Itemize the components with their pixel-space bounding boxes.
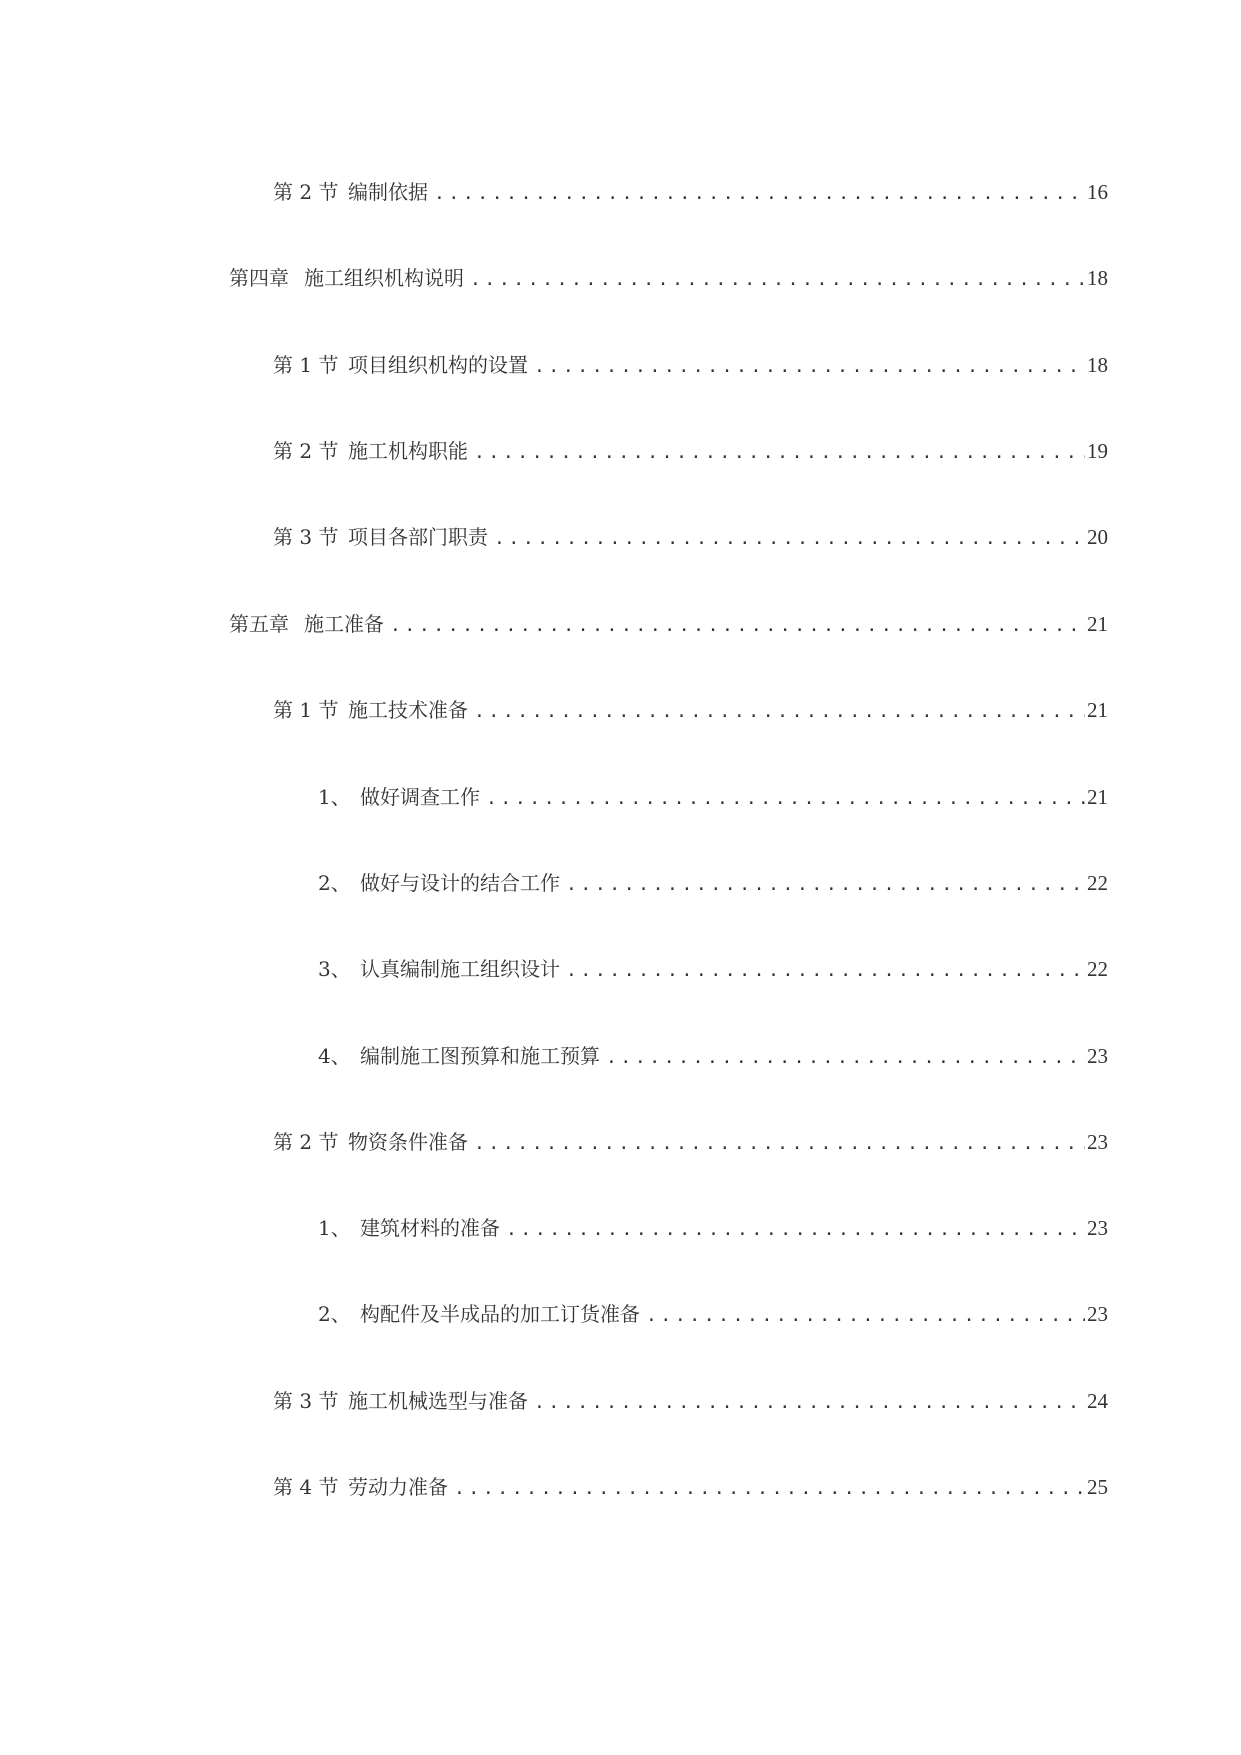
toc-entry-title: 施工机构职能	[348, 439, 468, 463]
toc-entry-number: 2、	[318, 871, 351, 895]
toc-entry-number: 2、	[318, 1302, 351, 1326]
dot-leader	[390, 606, 1085, 646]
toc-entry-title: 施工组织机构说明	[304, 266, 464, 290]
toc-entry-number: 第五章	[229, 612, 289, 636]
dot-leader	[606, 1038, 1085, 1078]
toc-entry-section-2-basis[interactable]	[273, 172, 1108, 212]
dot-leader	[566, 951, 1085, 991]
toc-entry-title: 做好与设计的结合工作	[360, 871, 560, 895]
dot-leader	[534, 347, 1085, 387]
toc-entry-title: 施工技术准备	[348, 698, 468, 722]
dot-leader	[470, 260, 1085, 300]
toc-entry-title: 物资条件准备	[348, 1130, 468, 1154]
toc-entry-chapter-4[interactable]	[229, 258, 1108, 298]
toc-entry-title: 做好调查工作	[360, 785, 480, 809]
toc-entry-number: 3、	[318, 957, 351, 981]
toc-entry-number: 第 1 节	[273, 353, 339, 377]
toc-entry-number: 第 3 节	[273, 1389, 339, 1413]
toc-entry-page: 16	[1087, 180, 1108, 204]
toc-entry-page: 23	[1087, 1130, 1108, 1154]
toc-entry-item-2-design[interactable]	[318, 863, 1108, 903]
toc-entry-section-3-duties[interactable]	[273, 517, 1108, 557]
toc-entry-number: 1、	[318, 1216, 351, 1240]
toc-entry-title: 构配件及半成品的加工订货准备	[360, 1302, 640, 1326]
toc-entry-page: 21	[1087, 785, 1108, 809]
toc-entry-section-1-tech-prep[interactable]	[273, 690, 1108, 730]
toc-entry-title: 编制施工图预算和施工预算	[360, 1044, 600, 1068]
toc-entry-page: 23	[1087, 1216, 1108, 1240]
dot-leader	[454, 1469, 1085, 1509]
toc-entry-page: 25	[1087, 1475, 1108, 1499]
toc-entry-chapter-5[interactable]	[229, 604, 1108, 644]
dot-leader	[646, 1296, 1085, 1336]
toc-entry-page: 21	[1087, 698, 1108, 722]
toc-entry-number: 第四章	[229, 266, 289, 290]
toc-entry-item-1-building-materials[interactable]	[318, 1208, 1108, 1248]
toc-entry-number: 第 2 节	[273, 439, 339, 463]
dot-leader	[486, 779, 1085, 819]
toc-entry-page: 23	[1087, 1044, 1108, 1068]
dot-leader	[566, 865, 1085, 905]
toc-entry-title: 劳动力准备	[348, 1475, 448, 1499]
toc-entry-page: 22	[1087, 957, 1108, 981]
toc-entry-page: 24	[1087, 1389, 1108, 1413]
dot-leader	[534, 1383, 1085, 1423]
toc-entry-page: 21	[1087, 612, 1108, 636]
toc-entry-number: 第 4 节	[273, 1475, 339, 1499]
toc-entry-title: 项目组织机构的设置	[348, 353, 528, 377]
toc-entry-page: 18	[1087, 353, 1108, 377]
toc-entry-item-4-budget[interactable]	[318, 1036, 1108, 1076]
dot-leader	[474, 433, 1085, 473]
toc-entry-title: 编制依据	[348, 180, 428, 204]
toc-entry-section-3-machinery[interactable]	[273, 1381, 1108, 1421]
toc-entry-section-2-functions[interactable]	[273, 431, 1108, 471]
toc-entry-number: 第 2 节	[273, 1130, 339, 1154]
toc-entry-title: 施工准备	[304, 612, 384, 636]
toc-entry-title: 施工机械选型与准备	[348, 1389, 528, 1413]
toc-entry-section-4-labor[interactable]	[273, 1467, 1108, 1507]
toc-entry-item-2-components[interactable]	[318, 1294, 1108, 1334]
dot-leader	[494, 519, 1085, 559]
toc-entry-title: 建筑材料的准备	[360, 1216, 500, 1240]
toc-entry-item-1-survey[interactable]	[318, 777, 1108, 817]
toc-entry-item-3-org-design[interactable]	[318, 949, 1108, 989]
dot-leader	[506, 1210, 1085, 1250]
toc-entry-number: 第 3 节	[273, 525, 339, 549]
dot-leader	[474, 692, 1085, 732]
toc-entry-title: 认真编制施工组织设计	[360, 957, 560, 981]
dot-leader	[474, 1124, 1085, 1164]
toc-entry-number: 4、	[318, 1044, 351, 1068]
toc-entry-section-1-org-setup[interactable]	[273, 345, 1108, 385]
toc-entry-page: 22	[1087, 871, 1108, 895]
toc-entry-section-2-materials[interactable]	[273, 1122, 1108, 1162]
toc-entry-number: 第 1 节	[273, 698, 339, 722]
toc-entry-page: 19	[1087, 439, 1108, 463]
dot-leader	[434, 174, 1085, 214]
toc-entry-title: 项目各部门职责	[348, 525, 488, 549]
toc-entry-page: 20	[1087, 525, 1108, 549]
toc-entry-number: 1、	[318, 785, 351, 809]
toc-entry-page: 18	[1087, 266, 1108, 290]
toc-entry-number: 第 2 节	[273, 180, 339, 204]
toc-entry-page: 23	[1087, 1302, 1108, 1326]
